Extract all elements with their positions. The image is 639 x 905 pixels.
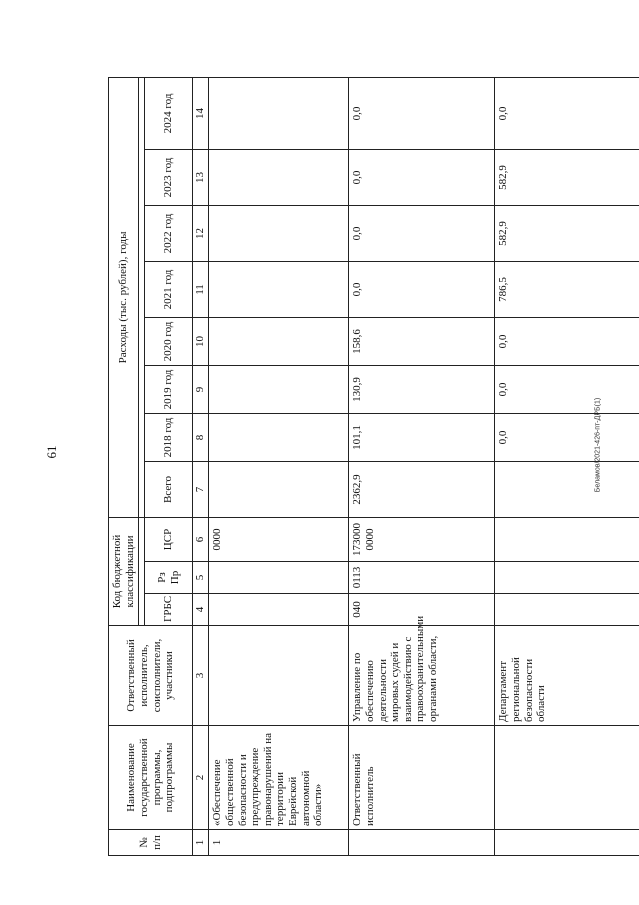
row-num — [349, 830, 495, 856]
table-row — [209, 77, 349, 855]
value-2022: 0,0 — [349, 205, 495, 261]
header-budget-code: Код бюджетной классификации — [109, 517, 139, 625]
value-2024: 0,0 — [349, 77, 495, 149]
header-responsible: Ответственный исполнитель, соисполнители, участники — [109, 626, 193, 726]
header-year-2024: 2024 год — [145, 77, 193, 149]
header-year-2020: 2020 год — [145, 317, 193, 365]
value-2020 — [209, 317, 349, 365]
column-number: 9 — [193, 365, 209, 413]
program-name: «Обеспечение общественной безопасности и предупреждение правонарушений на территории Еврейской автономной области» — [209, 726, 349, 830]
column-number: 14 — [193, 77, 209, 149]
column-number: 11 — [193, 261, 209, 317]
column-number: 4 — [193, 594, 209, 626]
header-grbs: ГРБС — [145, 594, 193, 626]
column-number: 8 — [193, 413, 209, 461]
budget-table — [108, 77, 639, 856]
table-row — [495, 77, 639, 855]
value-2020: 0,0 — [495, 317, 639, 365]
header-year-2021: 2021 год — [145, 261, 193, 317]
value-2021: 786,5 — [495, 261, 639, 317]
column-number-row — [193, 77, 209, 855]
csr-cell — [495, 517, 639, 561]
program-name: Ответственный исполнитель — [349, 726, 495, 830]
value-2019 — [209, 365, 349, 413]
row-num: 1 — [209, 830, 349, 856]
column-number: 2 — [193, 726, 209, 830]
column-number: 1 — [193, 830, 209, 856]
value-2020: 158,6 — [349, 317, 495, 365]
header-csr: ЦСР — [145, 517, 193, 561]
column-number: 7 — [193, 461, 209, 517]
value-2018: 0,0 — [495, 413, 639, 461]
grbs-cell — [495, 594, 639, 626]
header-year-2023: 2023 год — [145, 149, 193, 205]
header-year-2018: 2018 год — [145, 413, 193, 461]
value-2021 — [209, 261, 349, 317]
csr-cell: 0000 — [209, 517, 349, 561]
table-row — [349, 77, 495, 855]
rzpr-cell — [209, 562, 349, 594]
value-2019: 0,0 — [495, 365, 639, 413]
value-2023: 0,0 — [349, 149, 495, 205]
column-number: 13 — [193, 149, 209, 205]
value-2023 — [209, 149, 349, 205]
value-2018: 101,1 — [349, 413, 495, 461]
page-number: 61 — [44, 445, 59, 459]
rotated-table-container — [108, 78, 639, 856]
value-2024 — [209, 77, 349, 149]
header-program-name: Наименование государственной программы, подпрограммы — [109, 726, 193, 830]
value-2022: 582,9 — [495, 205, 639, 261]
value-2018 — [209, 413, 349, 461]
header-year-2022: 2022 год — [145, 205, 193, 261]
value-2019: 130,9 — [349, 365, 495, 413]
responsible-executor — [209, 626, 349, 726]
document-footer-code: Беламов/2021-426-пт-ДРБ(1) — [594, 397, 602, 493]
grbs-cell: 040 — [349, 594, 495, 626]
header-num: № п/п — [109, 830, 193, 856]
csr-cell: 173000 0000 — [349, 517, 495, 561]
column-number: 6 — [193, 517, 209, 561]
value-2022 — [209, 205, 349, 261]
value-2023: 582,9 — [495, 149, 639, 205]
row-num — [495, 830, 639, 856]
header-expenses: Расходы (тыс. рублей), годы — [109, 77, 139, 517]
total-cell — [495, 461, 639, 517]
value-2024: 0,0 — [495, 77, 639, 149]
header-year-2019: 2019 год — [145, 365, 193, 413]
column-number: 10 — [193, 317, 209, 365]
column-number: 5 — [193, 562, 209, 594]
rzpr-cell — [495, 562, 639, 594]
column-number: 3 — [193, 626, 209, 726]
program-name — [495, 726, 639, 830]
value-2021: 0,0 — [349, 261, 495, 317]
grbs-cell — [209, 594, 349, 626]
total-cell: 2362,9 — [349, 461, 495, 517]
header-rzpr: Рз Пр — [145, 562, 193, 594]
total-cell — [209, 461, 349, 517]
responsible-executor: Департамент региональной безопасности области — [495, 626, 639, 726]
rzpr-cell: 0113 — [349, 562, 495, 594]
column-number: 12 — [193, 205, 209, 261]
header-total: Всего — [145, 461, 193, 517]
responsible-executor: Управление по обеспечению деятельности мировых судей и взаимодействию с правоохранительными органами области, — [349, 626, 495, 726]
